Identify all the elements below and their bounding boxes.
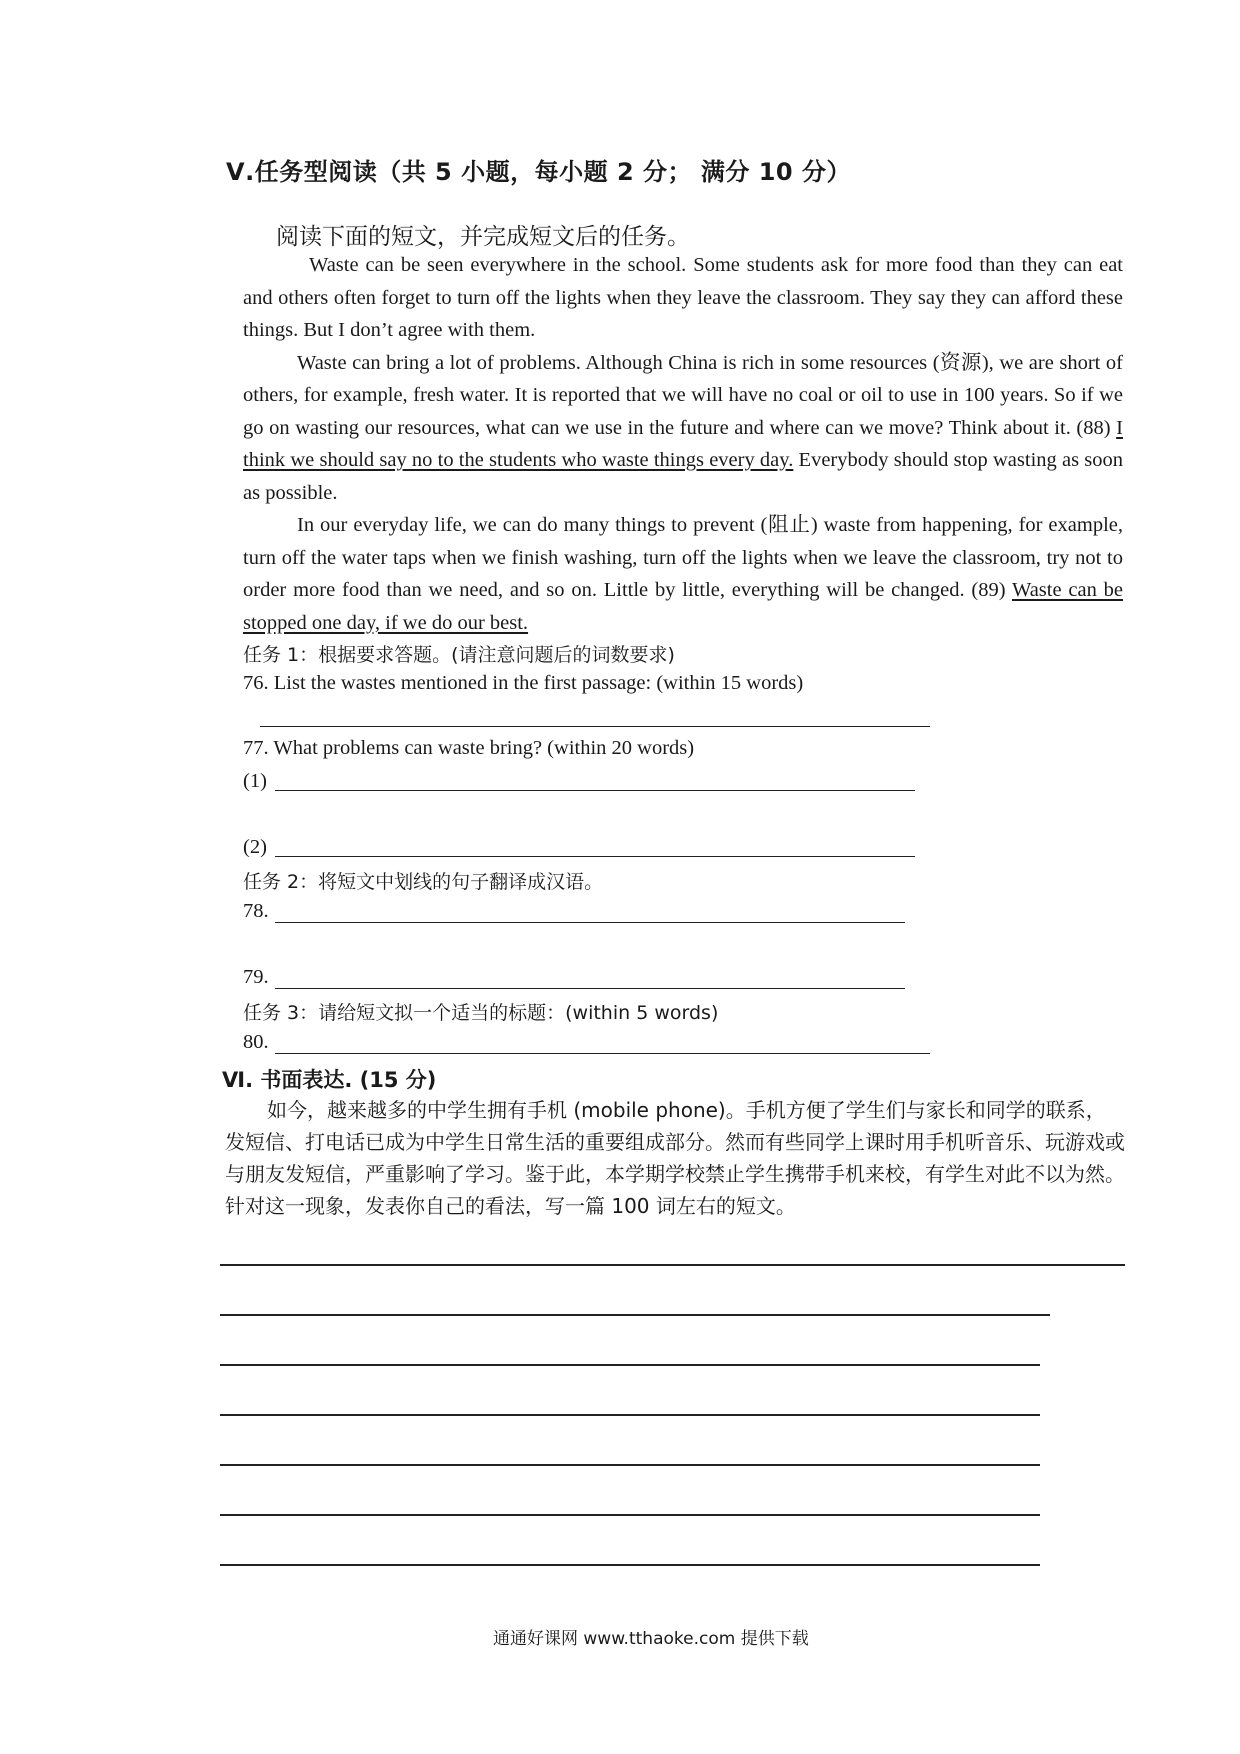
question-77-part-1-label: (1): [243, 770, 267, 792]
answer-line-79[interactable]: [275, 988, 905, 989]
underlined-sentence-89: Waste can be stopped one day, if we do our best.: [243, 579, 1124, 634]
answer-line-80[interactable]: [275, 1053, 930, 1054]
reading-instruction: 阅读下面的短文，并完成短文后的任务。: [276, 224, 690, 250]
reading-passage: [243, 249, 1123, 639]
question-80-label: 80.: [243, 1031, 269, 1053]
question-78-label: 78.: [243, 900, 269, 922]
writing-line-4[interactable]: [220, 1414, 1040, 1416]
answer-line-77-1[interactable]: [275, 790, 915, 791]
answer-line-78[interactable]: [275, 922, 905, 923]
answer-line-76[interactable]: [260, 726, 930, 727]
writing-line-5[interactable]: [220, 1464, 1040, 1466]
writing-line-2[interactable]: [220, 1314, 1050, 1316]
question-77-part-2-label: (2): [243, 836, 267, 858]
section-5-title: Ⅴ.任务型阅读（共 5 小题，每小题 2 分； 满分 10 分）: [226, 158, 851, 186]
underlined-sentence-88: I think we should say no to the students who waste things every day.: [243, 416, 1123, 471]
answer-line-77-2[interactable]: [275, 856, 915, 857]
paragraph-2-text-b: Everybody should stop wasting as soon as possible.: [243, 449, 1124, 504]
section-6-title: Ⅵ. 书面表达. (15 分): [222, 1068, 437, 1092]
task-2-heading: 任务 2：将短文中划线的句子翻译成汉语。: [243, 871, 604, 893]
paragraph-2-text-a: Waste can bring a lot of problems. Although China is rich in some resources (资源), we are short of others, for example, fresh water. It is reported that we will have no coal or oil to use in 100 years. So if we go on wasting our resources, what can we use in the future and where can we move? Think about it. (88): [243, 351, 1123, 439]
page-footer: 通通好课网 www.tthaoke.com 提供下载: [493, 1629, 809, 1649]
task-1-heading: 任务 1：根据要求答题。(请注意问题后的词数要求): [243, 644, 675, 666]
question-79-label: 79.: [243, 966, 269, 988]
task-3-heading: 任务 3：请给短文拟一个适当的标题：(within 5 words): [243, 1002, 719, 1024]
passage-paragraph-3: [243, 509, 1123, 639]
writing-line-3[interactable]: [220, 1364, 1040, 1366]
question-76: 76. List the wastes mentioned in the first passage: (within 15 words): [243, 672, 804, 694]
question-77: 77. What problems can waste bring? (within 20 words): [243, 737, 695, 759]
paragraph-3-text-a: In our everyday life, we can do many things to prevent (阻止) waste from happening, for example, turn off the water taps when we finish washing, turn off the lights when we leave the classroom, try not to order more food than we need, and so on. Little by little, everything will be changed. (89): [243, 514, 1123, 601]
passage-paragraph-2: [243, 347, 1123, 510]
writing-line-7[interactable]: [220, 1564, 1040, 1566]
writing-line-1[interactable]: [220, 1264, 1125, 1266]
passage-paragraph-1: Waste can be seen everywhere in the school. Some students ask for more food than they can eat and others often forget to turn off the lights when they leave the classroom. They say they can afford these things. But I don’t agree with them.: [243, 254, 1123, 341]
writing-prompt: 如今，越来越多的中学生拥有手机 (mobile phone)。手机方便了学生们与家长和同学的联系，发短信、打电话已成为中学生日常生活的重要组成部分。然而有些同学上课时用手机听音乐、玩游戏或与朋友发短信，严重影响了学习。鉴于此，本学期学校禁止学生携带手机来校，有学生对此不以为然。针对这一现象，发表你自己的看法，写一篇 100 词左右的短文。: [225, 1098, 1125, 1218]
writing-line-6[interactable]: [220, 1514, 1040, 1516]
